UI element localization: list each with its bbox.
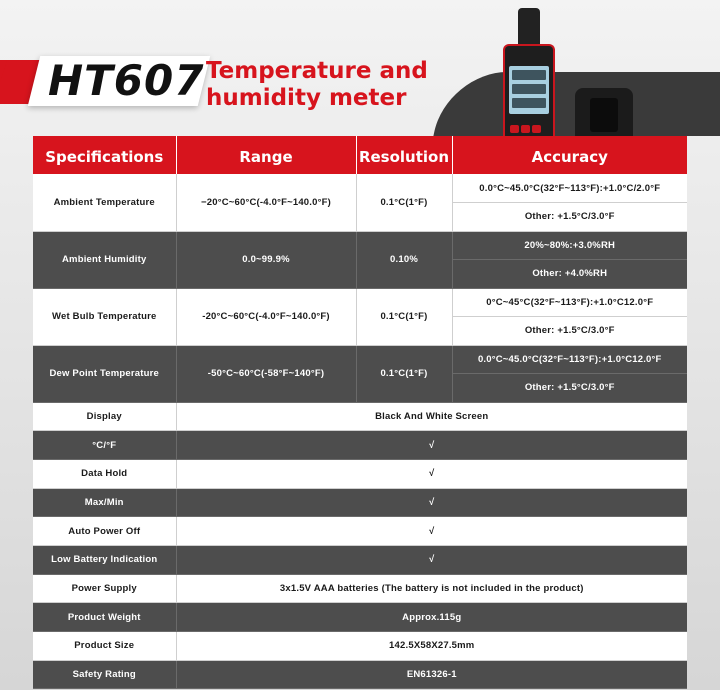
range-cell: -20°C~60°C(-4.0°F~140.0°F)	[176, 288, 356, 345]
spec-cell: Safety Rating	[33, 660, 176, 689]
table-row	[33, 660, 687, 689]
spec-cell: Dew Point Temperature	[33, 345, 176, 402]
spec-cell: Data Hold	[33, 459, 176, 488]
specifications-table	[33, 136, 687, 689]
accuracy-cell: Other: +1.5°C/3.0°F	[452, 203, 687, 232]
device-sensor-probe	[518, 8, 540, 48]
table-row	[33, 632, 687, 661]
accuracy-cell: Other: +1.5°C/3.0°F	[452, 374, 687, 403]
resolution-cell: 0.1°C(1°F)	[356, 174, 452, 231]
value-cell: Approx.115g	[176, 603, 687, 632]
table-row	[33, 402, 687, 431]
spec-cell: Ambient Humidity	[33, 231, 176, 288]
value-cell: EN61326-1	[176, 660, 687, 689]
device-buttons	[510, 120, 548, 132]
table-row	[33, 545, 687, 574]
header-accuracy: Accuracy	[452, 136, 687, 174]
device-lcd-screen	[509, 66, 549, 114]
spec-cell: °C/°F	[33, 431, 176, 460]
value-cell: 142.5X58X27.5mm	[176, 632, 687, 661]
spec-cell: Low Battery Indication	[33, 545, 176, 574]
spec-cell: Product Weight	[33, 603, 176, 632]
spec-cell: Display	[33, 402, 176, 431]
product-title-line-1: Temperature and	[206, 58, 428, 84]
range-cell: -50°C~60°C(-58°F~140°F)	[176, 345, 356, 402]
background-wedge	[413, 72, 720, 136]
table-row	[33, 603, 687, 632]
model-name: HT607	[48, 56, 205, 105]
table-row	[33, 288, 687, 317]
table-header-row	[33, 136, 687, 174]
header-range: Range	[176, 136, 356, 174]
table-row	[33, 488, 687, 517]
check-mark-cell: √	[176, 517, 687, 546]
spec-cell: Max/Min	[33, 488, 176, 517]
header-specifications: Specifications	[33, 136, 176, 174]
accuracy-cell: 0.0°C~45.0°C(32°F~113°F):+1.0°C12.0°F	[452, 345, 687, 374]
accuracy-cell: Other: +1.5°C/3.0°F	[452, 317, 687, 346]
check-mark-cell: √	[176, 459, 687, 488]
table-row	[33, 517, 687, 546]
table-row	[33, 174, 687, 203]
device-stand-slot	[590, 98, 618, 132]
accuracy-cell: Other: +4.0%RH	[452, 260, 687, 289]
range-cell: 0.0~99.9%	[176, 231, 356, 288]
accuracy-cell: 20%~80%:+3.0%RH	[452, 231, 687, 260]
spec-cell: Ambient Temperature	[33, 174, 176, 231]
product-title-line-2: humidity meter	[206, 85, 407, 111]
spec-cell: Product Size	[33, 632, 176, 661]
accuracy-cell: 0.0°C~45.0°C(32°F~113°F):+1.0°C/2.0°F	[452, 174, 687, 203]
spec-cell: Power Supply	[33, 574, 176, 603]
range-cell: −20°C~60°C(-4.0°F~140.0°F)	[176, 174, 356, 231]
table-row	[33, 345, 687, 374]
check-mark-cell: √	[176, 545, 687, 574]
check-mark-cell: √	[176, 431, 687, 460]
resolution-cell: 0.1°C(1°F)	[356, 345, 452, 402]
resolution-cell: 0.1°C(1°F)	[356, 288, 452, 345]
spec-cell: Wet Bulb Temperature	[33, 288, 176, 345]
table-row	[33, 459, 687, 488]
page-header	[0, 0, 720, 136]
resolution-cell: 0.10%	[356, 231, 452, 288]
check-mark-cell: √	[176, 488, 687, 517]
table-row	[33, 231, 687, 260]
table-row	[33, 574, 687, 603]
value-cell: 3x1.5V AAA batteries (The battery is not included in the product)	[176, 574, 687, 603]
accuracy-cell: 0°C~45°C(32°F~113°F):+1.0°C12.0°F	[452, 288, 687, 317]
header-resolution: Resolution	[356, 136, 452, 174]
table-row	[33, 431, 687, 460]
spec-cell: Auto Power Off	[33, 517, 176, 546]
value-cell: Black And White Screen	[176, 402, 687, 431]
